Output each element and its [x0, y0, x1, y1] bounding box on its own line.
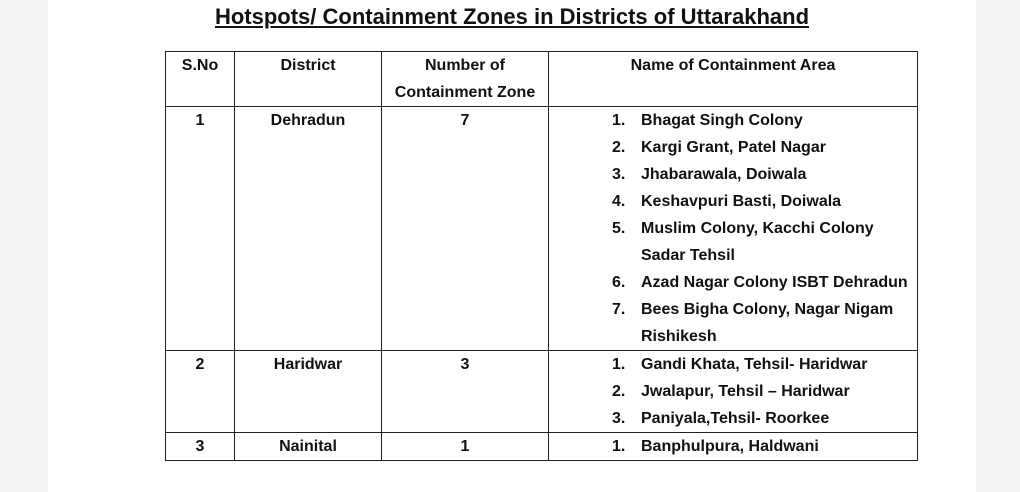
- document-title: Hotspots/ Containment Zones in Districts of Uttarakhand: [214, 4, 810, 29]
- list-item-number: 1.: [612, 112, 626, 129]
- cell-sno: 3: [166, 433, 235, 461]
- table-header-row: [166, 52, 918, 107]
- cell-count: 7: [382, 107, 549, 351]
- list-item: [612, 269, 917, 296]
- area-list: [549, 351, 917, 432]
- cell-sno: 2: [166, 351, 235, 433]
- area-list: [549, 433, 917, 460]
- list-item: [612, 161, 917, 188]
- cell-district: Nainital: [235, 433, 382, 461]
- table-row: [166, 433, 918, 461]
- list-item-number: 5.: [612, 220, 626, 237]
- cell-district: Haridwar: [235, 351, 382, 433]
- list-item: [612, 188, 917, 215]
- cell-count: 3: [382, 351, 549, 433]
- list-item: [612, 134, 917, 161]
- list-item-number: 2.: [612, 139, 626, 156]
- list-item: [612, 107, 917, 134]
- cell-sno: 1: [166, 107, 235, 351]
- containment-zones-table: [165, 51, 918, 461]
- list-item: [612, 405, 917, 432]
- header-count: [382, 52, 549, 107]
- table-row: [166, 107, 918, 351]
- list-item-number: 4.: [612, 193, 626, 210]
- table-row: [166, 351, 918, 433]
- header-sno: S.No: [166, 52, 235, 107]
- list-item-name: Jwalapur, Tehsil – Haridwar: [641, 383, 850, 400]
- list-item-number: 3.: [612, 166, 626, 183]
- header-area: Name of Containment Area: [549, 52, 918, 107]
- list-item-name: Gandi Khata, Tehsil- Haridwar: [641, 356, 868, 373]
- list-item-name: Banphulpura, Haldwani: [641, 438, 819, 455]
- list-item-name: Kargi Grant, Patel Nagar: [641, 139, 826, 156]
- header-count-line1: Number of: [425, 57, 505, 74]
- list-item-number: 1.: [612, 438, 626, 455]
- list-item-name: Azad Nagar Colony ISBT Dehradun: [641, 274, 908, 291]
- list-item: [612, 433, 917, 460]
- document-page: [48, 0, 976, 492]
- cell-areas: [549, 107, 918, 351]
- cell-count: 1: [382, 433, 549, 461]
- list-item-name: Bhagat Singh Colony: [641, 112, 803, 129]
- header-district: District: [235, 52, 382, 107]
- list-item-name: Bees Bigha Colony, Nagar Nigam Rishikesh: [641, 301, 894, 345]
- list-item-number: 2.: [612, 383, 626, 400]
- cell-district: Dehradun: [235, 107, 382, 351]
- list-item-number: 7.: [612, 301, 626, 318]
- list-item-name: Paniyala,Tehsil- Roorkee: [641, 410, 830, 427]
- cell-areas: [549, 351, 918, 433]
- header-count-line2: Containment Zone: [394, 84, 536, 101]
- list-item-number: 3.: [612, 410, 626, 427]
- list-item-name: Muslim Colony, Kacchi Colony Sadar Tehsil: [641, 220, 874, 264]
- cell-areas: [549, 433, 918, 461]
- list-item: [612, 378, 917, 405]
- list-item: [612, 296, 917, 350]
- list-item-number: 6.: [612, 274, 626, 291]
- list-item-name: Jhabarawala, Doiwala: [641, 166, 807, 183]
- area-list: [549, 107, 917, 350]
- list-item: [612, 215, 917, 269]
- list-item-number: 1.: [612, 356, 626, 373]
- list-item-name: Keshavpuri Basti, Doiwala: [641, 193, 842, 210]
- list-item: [612, 351, 917, 378]
